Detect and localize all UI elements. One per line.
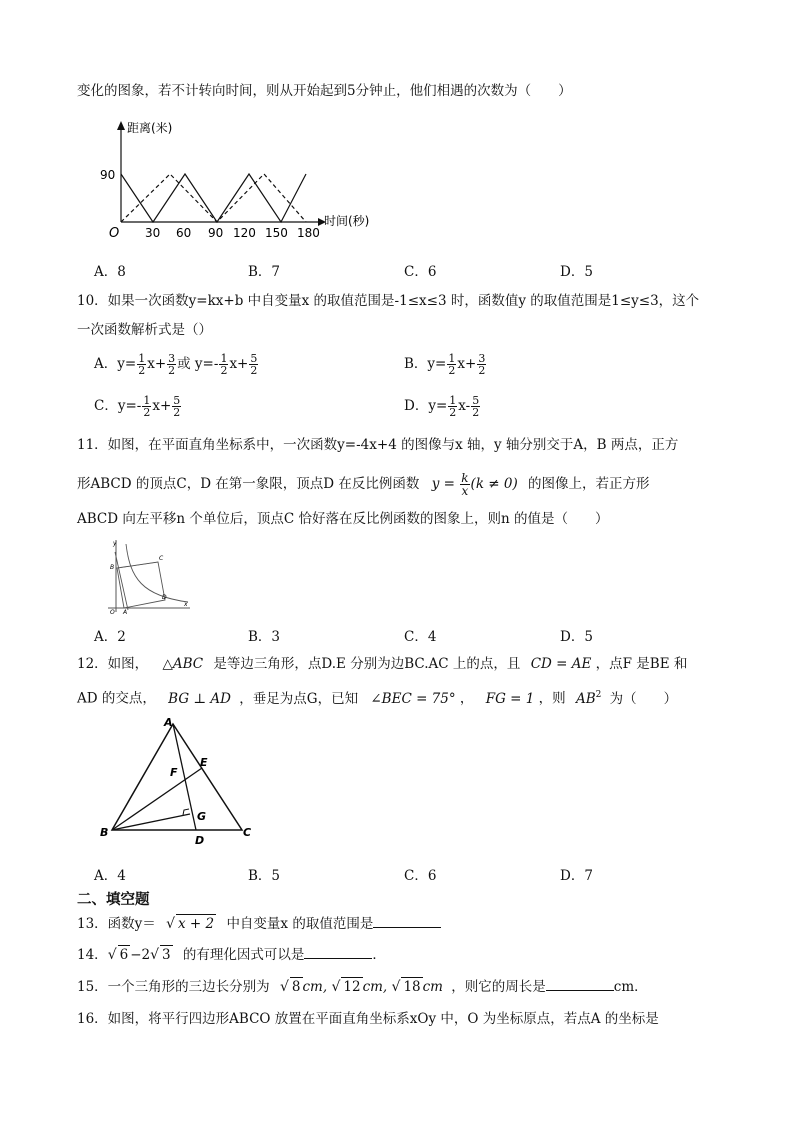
fraction-one-half: $\frac{1}{2}$ — [449, 394, 457, 419]
q10-option-d[interactable]: D．y= $\frac{1}{2}$ x- $\frac{5}{2}$ — [404, 394, 480, 419]
fraction-five-halves: $\frac{5}{2}$ — [173, 394, 181, 419]
q12-line1: 12．如图， △ABC 是等边三角形，点D.E 分别为边BC.AC 上的点，且 CD = AE ，点F 是BE 和 — [77, 656, 688, 672]
q11-square-abcd — [117, 562, 165, 608]
q12-option-d[interactable]: D．7 — [560, 868, 593, 884]
q10-option-c[interactable]: C．y=- $\frac{1}{2}$ x+ $\frac{5}{2}$ — [94, 394, 181, 419]
q12-label-f: F — [170, 766, 178, 779]
q12-triangle-figure — [100, 714, 260, 850]
q9-xtick: 180 — [297, 226, 320, 240]
q11-line2: 形ABCD 的顶点C，D 在第一象限，顶点D 在反比例函数 y = $\frac{k}{x}$ (k ≠ 0) 的图像上，若正方形 — [77, 471, 650, 498]
q13-line: 13．函数y＝ √ x + 2 中自变量x 的取值范围是 — [77, 914, 441, 933]
q11-option-b[interactable]: B．3 — [248, 629, 281, 645]
q11-hyperbola — [126, 544, 188, 602]
sqrt-sign-icon: √ — [150, 947, 160, 963]
fraction-one-half: $\frac{1}{2}$ — [143, 394, 151, 419]
q14-answer-blank[interactable] — [304, 946, 372, 959]
sqrt-sign-icon: √ — [391, 979, 401, 995]
q12-label-g: G — [197, 810, 207, 823]
q14-line: 14．√ 6 −2√ 3 的有理化因式可以是 ． — [77, 947, 386, 963]
q9-option-a[interactable]: A．8 — [94, 264, 126, 280]
fraction-three-halves: $\frac{3}{2}$ — [168, 352, 176, 377]
q10-option-b[interactable]: B．y= $\frac{1}{2}$ x+ $\frac{3}{2}$ — [404, 352, 486, 377]
q11-edge-bc — [118, 562, 158, 568]
q11-label-b: B — [110, 564, 115, 571]
sqrt-sign-icon: √ — [107, 947, 117, 963]
q11-line3: ABCD 向左平移n 个单位后，顶点C 恰好落在反比例函数的图象上，则n 的值是（ ） — [77, 511, 609, 527]
q9-ytick-90: 90 — [100, 168, 116, 182]
q12-label-c: C — [243, 826, 252, 839]
q9-xtick: 90 — [208, 226, 224, 240]
q15-answer-blank[interactable] — [546, 978, 614, 991]
q11-figure — [104, 538, 196, 614]
q11-label-c: C — [159, 555, 164, 562]
q9-stem-tail: 变化的图象，若不计转向时间，则从开始起到5分钟止，他们相遇的次数为（ ） — [77, 83, 572, 99]
q9-distance-time-graph — [100, 118, 390, 243]
q9-solid-zigzag — [121, 174, 306, 222]
q11-label-x: x — [184, 601, 188, 608]
q11-option-a[interactable]: A．2 — [94, 629, 126, 645]
q10-line2: 一次函数解析式是（） — [77, 322, 212, 338]
q11-option-c[interactable]: C．4 — [404, 629, 437, 645]
q16-line1: 16．如图，将平行四边形ABCO 放置在平面直角坐标系xOy 中，O 为坐标原点，若点A 的坐标是 — [77, 1011, 659, 1027]
sqrt-sign-icon: √ — [279, 979, 289, 995]
q12-label-e: E — [200, 756, 208, 769]
fraction-one-half: $\frac{1}{2}$ — [138, 352, 146, 377]
fraction-five-halves: $\frac{5}{2}$ — [472, 394, 480, 419]
q9-option-b[interactable]: B．7 — [248, 264, 281, 280]
q11-label-o: O — [110, 609, 115, 614]
q15-line: 15．一个三角形的三边长分别为 √ 8 cm, √ 12 cm, √ 18 cm ，则它的周长是 cm． — [77, 979, 648, 995]
fraction-one-half: $\frac{1}{2}$ — [220, 352, 228, 377]
fraction-k-over-x: $\frac{k}{x}$ — [461, 471, 469, 498]
section-fill-in-title: 二、填空题 — [77, 891, 150, 908]
q11-label-d: D — [162, 594, 167, 601]
q12-label-b: B — [100, 826, 109, 839]
q11-option-d[interactable]: D．5 — [560, 629, 593, 645]
q9-xtick: 30 — [145, 226, 161, 240]
q9-y-axis-arrow — [117, 121, 125, 130]
q13-answer-blank[interactable] — [373, 915, 441, 928]
q9-ylabel: 距离(米) — [127, 121, 173, 135]
sqrt-sign-icon: √ — [331, 979, 341, 995]
q12-option-c[interactable]: C．6 — [404, 868, 437, 884]
q12-label-d: D — [195, 834, 205, 847]
sqrt-sign-icon: √ — [166, 916, 176, 932]
q12-line2: AD 的交点， BG ⊥ AD ，垂足为点G，已知 ∠BEC = 75° ， FG = 1 ，则 $AB^2$ 为（ ） — [77, 690, 678, 707]
q9-xtick: 60 — [176, 226, 192, 240]
q12-label-a: A — [164, 716, 173, 729]
q9-option-d[interactable]: D．5 — [560, 264, 593, 280]
q11-line-ab — [115, 552, 128, 610]
q10-line1: 10．如果一次函数y=kx+b 中自变量x 的取值范围是-1≤x≤3 时，函数值y 的取值范围是1≤y≤3，这个 — [77, 293, 700, 309]
q11-label-a: A — [123, 609, 128, 614]
q9-xtick: 120 — [233, 226, 256, 240]
q9-xtick: 150 — [265, 226, 288, 240]
fraction-one-half: $\frac{1}{2}$ — [448, 352, 456, 377]
fraction-three-halves: $\frac{3}{2}$ — [478, 352, 486, 377]
q12-option-a[interactable]: A．4 — [94, 868, 126, 884]
fraction-five-halves: $\frac{5}{2}$ — [250, 352, 258, 377]
q11-label-y: y — [113, 540, 117, 547]
q12-option-b[interactable]: B．5 — [248, 868, 281, 884]
q10-option-a[interactable]: A．y= $\frac{1}{2}$ x+ $\frac{3}{2}$ 或 y=- $\frac{1}{2}$ x+ $\frac{5}{2}$ — [94, 352, 258, 377]
q9-option-c[interactable]: C．6 — [404, 264, 437, 280]
q9-origin: O — [109, 226, 120, 241]
q9-xlabel: 时间(秒) — [324, 214, 370, 228]
q11-line1: 11．如图，在平面直角坐标系中，一次函数y=-4x+4 的图像与x 轴，y 轴分别交于A，B 两点，正方 — [77, 437, 679, 453]
